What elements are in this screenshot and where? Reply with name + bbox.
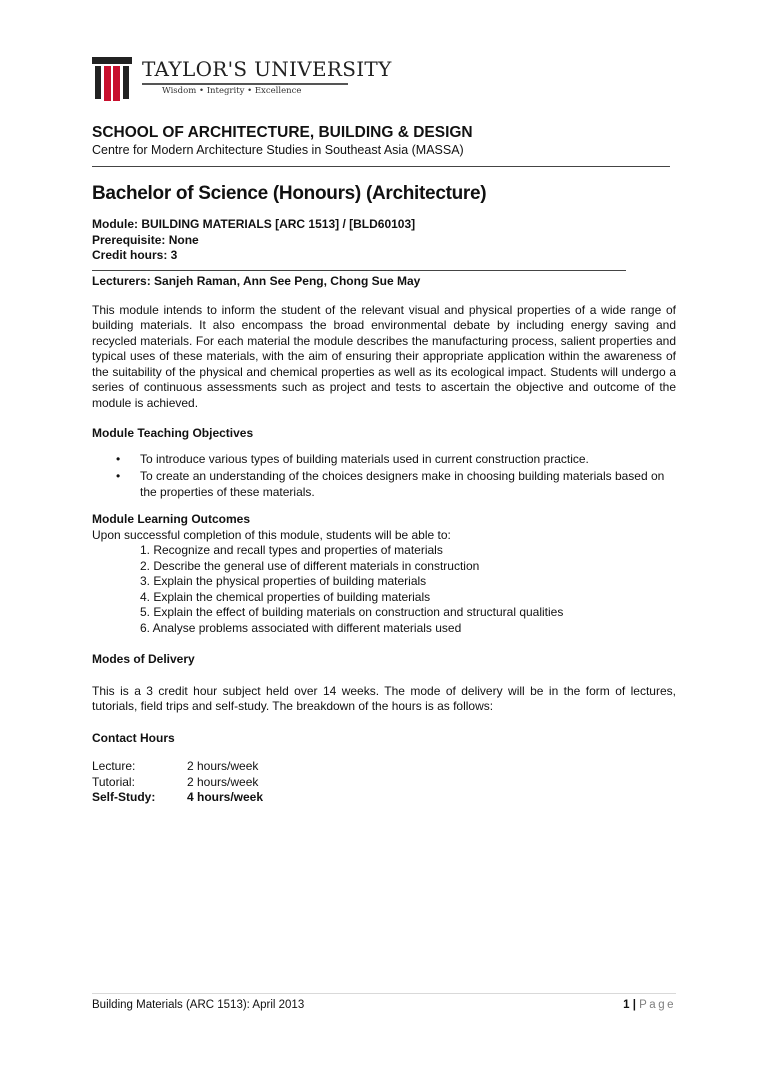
page-number: 1 (623, 999, 630, 1011)
list-item: 1. Recognize and recall types and properties of materials (140, 543, 443, 557)
outcomes-list (92, 543, 676, 636)
school-heading: SCHOOL OF ARCHITECTURE, BUILDING & DESIGN (92, 124, 473, 141)
prerequisite-line: Prerequisite: None (92, 232, 199, 247)
hours-value: 2 hours/week (187, 774, 259, 789)
hours-label: Tutorial: (92, 774, 135, 789)
contact-hours-table (92, 759, 676, 806)
list-item: 2. Describe the general use of different materials in construction (140, 558, 480, 573)
university-name: TAYLOR'S UNIVERSITY (142, 57, 392, 81)
list-item: 5. Explain the effect of building materials on construction and structural qualities (140, 605, 564, 619)
university-logo (92, 55, 392, 103)
bullet-icon: • (116, 451, 121, 466)
credit-hours-line: Credit hours: 3 (92, 248, 178, 262)
objective-text: To create an understanding of the choices designers make in choosing building materials based on the properties of these materials. (140, 469, 665, 499)
objectives-heading: Module Teaching Objectives (92, 426, 254, 440)
table-row (92, 790, 676, 806)
table-row (92, 775, 676, 791)
lecturers-line: Lecturers: Sanjeh Raman, Ann See Peng, Chong Sue May (92, 273, 421, 288)
page-word: Page (639, 999, 676, 1011)
module-divider (92, 270, 626, 271)
hours-label: Self-Study: (92, 790, 156, 804)
document-content (92, 124, 676, 806)
bullet-icon: • (116, 469, 121, 483)
hours-value: 2 hours/week (187, 759, 259, 773)
header-divider (92, 166, 670, 167)
module-line: Module: BUILDING MATERIALS [ARC 1513] / [BLD60103] (92, 217, 416, 231)
list-item (92, 452, 676, 468)
footer-document-title: Building Materials (ARC 1513): April 2013 (92, 999, 305, 1011)
hours-value: 4 hours/week (187, 790, 264, 804)
module-description: This module intends to inform the student of the relevant visual and physical properties of a wide range of building materials. It also encompass the broad environmental debate by including energy saving and recycled materials. For each material the module describes the manufacturing process, salient properties and typical uses of these materials, with the aim of ensuring their appropriate application within the awareness of the suitability of the physical and chemical properties as well as its ecological impact. Students will undergo a series of continuous assessments such as project and tests to ascertain the objective and outcome of the module is achieved. (92, 302, 676, 410)
outcomes-intro: Upon successful completion of this module, students will be able to: (92, 527, 451, 542)
module-info (92, 217, 676, 264)
delivery-text: This is a 3 credit hour subject held over 14 weeks. The mode of delivery will be in the form of lectures, tutorials, field trips and self-study. The breakdown of the hours is as follows: (92, 683, 676, 713)
university-crest-icon (92, 57, 132, 101)
outcomes-heading: Module Learning Outcomes (92, 512, 251, 526)
hours-label: Lecture: (92, 759, 136, 773)
list-item: 4. Explain the chemical properties of building materials (140, 589, 431, 604)
page-indicator (623, 999, 676, 1011)
objective-text: To introduce various types of building materials used in current construction practice. (140, 451, 589, 466)
objectives-list (92, 452, 676, 501)
page-separator: | (632, 999, 636, 1011)
centre-subheading: Centre for Modern Architecture Studies in Southeast Asia (MASSA) (92, 143, 464, 157)
list-item: 3. Explain the physical properties of building materials (140, 574, 427, 588)
delivery-heading: Modes of Delivery (92, 652, 195, 666)
page-footer (92, 993, 676, 1011)
list-item: 6. Analyse problems associated with different materials used (140, 620, 462, 635)
university-tagline: Wisdom • Integrity • Excellence (162, 86, 302, 96)
table-row (92, 759, 676, 775)
list-item (92, 469, 676, 500)
contact-hours-heading: Contact Hours (92, 730, 175, 745)
degree-title: Bachelor of Science (Honours) (Architecture) (92, 183, 487, 204)
logo-divider (142, 83, 348, 85)
